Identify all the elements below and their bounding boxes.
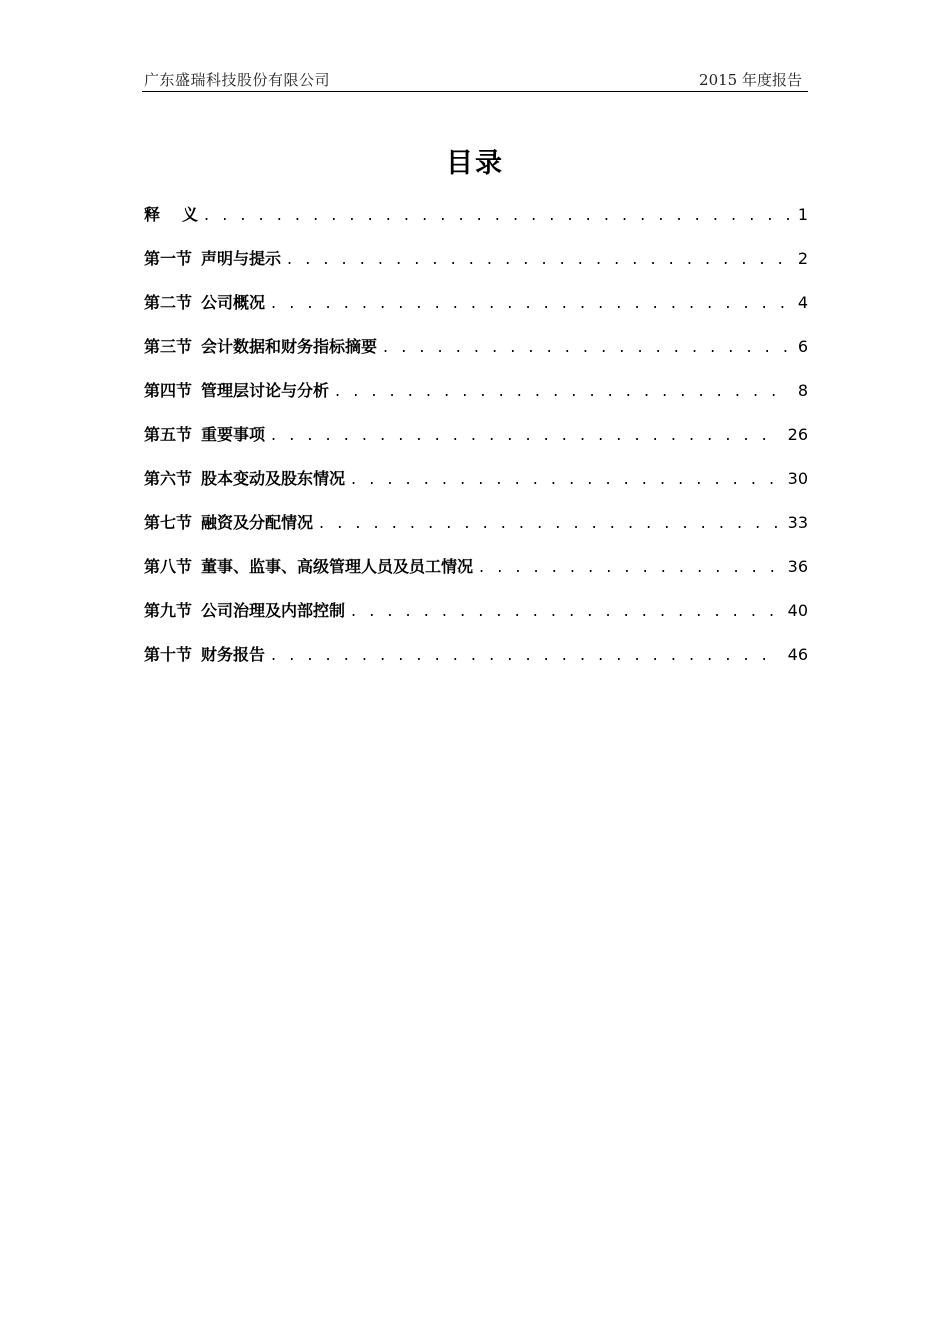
toc-leader-dots	[287, 249, 790, 268]
toc-leader-dots	[335, 381, 790, 400]
toc-section-title: 义	[182, 205, 199, 224]
toc-section-number: 第八节	[144, 557, 193, 576]
toc-section-number: 第四节	[144, 381, 193, 400]
toc-entry-label	[144, 246, 281, 269]
toc-entry-section-2[interactable]	[144, 290, 808, 334]
toc-leader-dots	[204, 205, 790, 224]
toc-entry-section-10[interactable]	[144, 642, 808, 686]
toc-entry-label	[144, 598, 345, 621]
toc-section-title: 股本变动及股东情况	[201, 469, 346, 488]
company-name: 广东盛瑞科技股份有限公司	[144, 71, 331, 89]
toc-section-number: 第六节	[144, 469, 193, 488]
toc-section-title: 融资及分配情况	[201, 513, 314, 532]
toc-section-number: 第二节	[144, 293, 193, 312]
toc-leader-dots	[271, 293, 790, 312]
table-of-contents	[144, 202, 808, 686]
toc-section-title: 董事、监事、高级管理人员及员工情况	[201, 557, 474, 576]
toc-entry-section-3[interactable]	[144, 334, 808, 378]
toc-entry-section-8[interactable]	[144, 554, 808, 598]
toc-section-number: 第五节	[144, 425, 193, 444]
toc-page-number: 33	[787, 513, 808, 532]
toc-section-title: 声明与提示	[201, 249, 282, 268]
toc-entry-label	[144, 642, 265, 665]
toc-leader-dots	[479, 557, 780, 576]
toc-page-number: 8	[797, 381, 808, 400]
toc-leader-dots	[319, 513, 780, 532]
toc-entry-section-5[interactable]	[144, 422, 808, 466]
toc-page-number: 4	[797, 293, 808, 312]
toc-page-number: 40	[787, 601, 808, 620]
toc-entry-section-4[interactable]	[144, 378, 808, 422]
toc-entry-label	[144, 554, 473, 577]
toc-leader-dots	[351, 601, 780, 620]
toc-page-number: 30	[787, 469, 808, 488]
toc-section-title: 公司治理及内部控制	[201, 601, 346, 620]
toc-section-title: 管理层讨论与分析	[201, 381, 330, 400]
toc-entry-label	[144, 466, 345, 489]
toc-entry-label	[144, 510, 313, 533]
toc-section-number: 第三节	[144, 337, 193, 356]
toc-section-number: 释	[144, 205, 161, 224]
toc-leader-dots	[351, 469, 780, 488]
toc-page-number: 26	[787, 425, 808, 444]
toc-section-number: 第十节	[144, 645, 193, 664]
toc-entry-section-6[interactable]	[144, 466, 808, 510]
toc-entry-label	[144, 422, 265, 445]
page-title: 目录	[446, 148, 504, 179]
toc-section-number: 第一节	[144, 249, 193, 268]
toc-entry-label	[144, 290, 265, 313]
toc-section-title: 公司概况	[201, 293, 266, 312]
toc-entry-section-9[interactable]	[144, 598, 808, 642]
toc-section-number: 第七节	[144, 513, 193, 532]
toc-page-number: 1	[797, 205, 808, 224]
toc-entry-section-1[interactable]	[144, 246, 808, 290]
toc-entry-section-7[interactable]	[144, 510, 808, 554]
toc-section-title: 重要事项	[201, 425, 266, 444]
toc-page-number: 46	[787, 645, 808, 664]
toc-leader-dots	[271, 425, 780, 444]
toc-leader-dots	[271, 645, 780, 664]
toc-entry-definitions[interactable]	[144, 202, 808, 246]
toc-page-number: 2	[797, 249, 808, 268]
toc-page-number: 36	[787, 557, 808, 576]
toc-entry-label	[144, 202, 198, 225]
toc-section-number: 第九节	[144, 601, 193, 620]
toc-section-title: 财务报告	[201, 645, 266, 664]
toc-leader-dots	[383, 337, 790, 356]
toc-section-title: 会计数据和财务指标摘要	[201, 337, 378, 356]
toc-entry-label	[144, 334, 377, 357]
toc-entry-label	[144, 378, 329, 401]
page-header	[142, 68, 808, 92]
report-name: 2015 年度报告	[699, 71, 802, 89]
toc-page-number: 6	[797, 337, 808, 356]
